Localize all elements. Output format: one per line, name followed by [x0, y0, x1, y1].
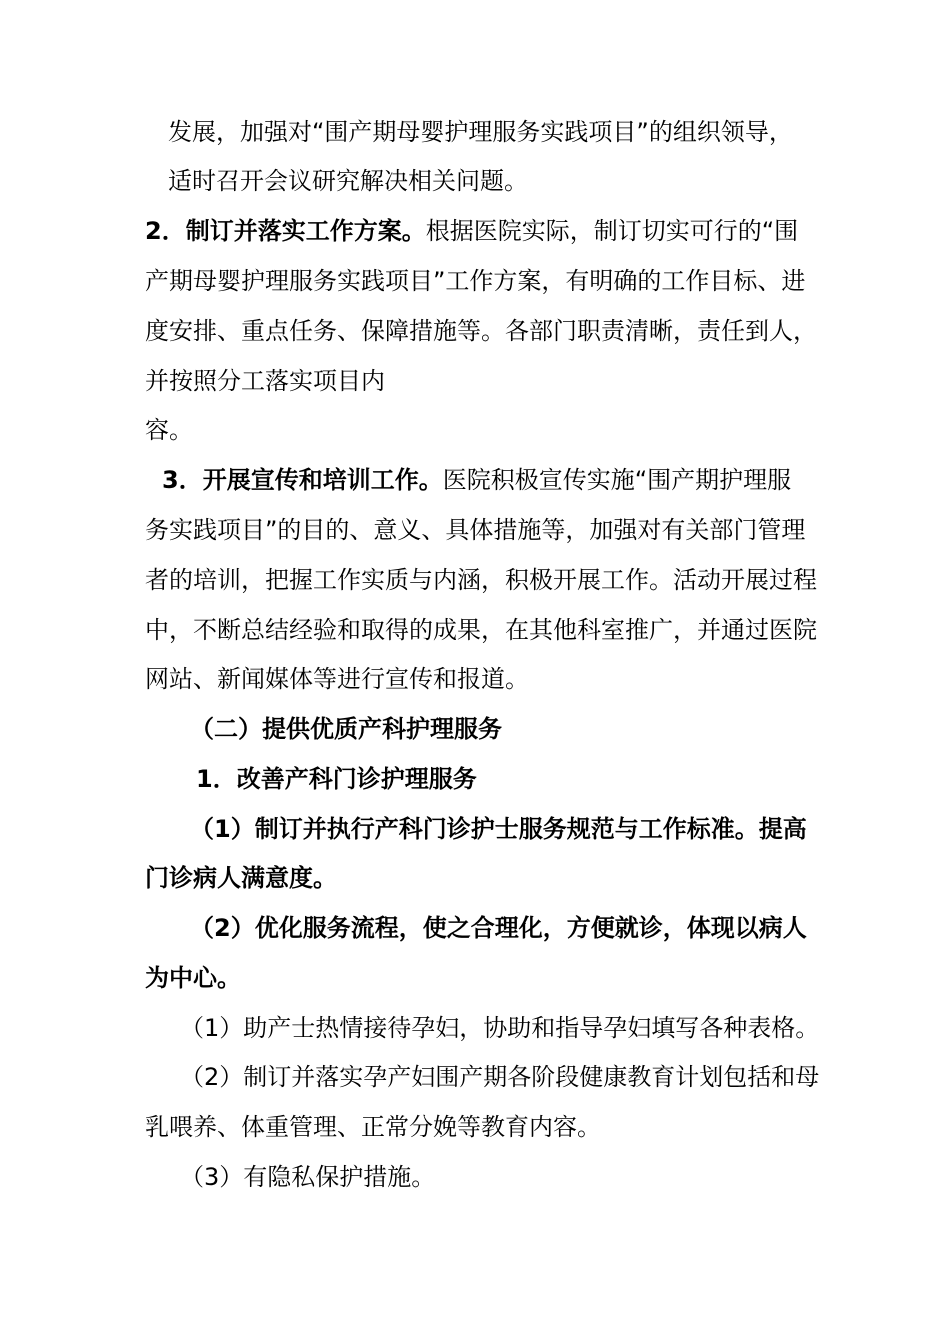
paragraph-line: 产期母婴护理服务实践项目”工作方案，有明确的工作目标、进 — [145, 267, 806, 295]
item-3-heading: 3．开展宣传和培训工作。 — [162, 466, 443, 494]
point-2-line: 为中心。 — [145, 964, 241, 992]
paragraph-line: 并按照分工落实项目内 — [145, 367, 385, 395]
sub-point-line: （3）有隐私保护措施。 — [180, 1163, 436, 1191]
point-1-line: 门诊病人满意度。 — [145, 864, 337, 892]
sub-point-line: 乳喂养、体重管理、正常分娩等教育内容。 — [145, 1113, 601, 1141]
subsection-heading: 1．改善产科门诊护理服务 — [196, 765, 477, 793]
paragraph-line: 者的培训，把握工作实质与内涵，积极开展工作。活动开展过程 — [145, 566, 817, 594]
item-3-text: 医院积极宣传实施“围产期护理服 — [442, 466, 792, 494]
sub-point-line: （2）制订并落实孕产妇围产期各阶段健康教育计划包括和母 — [180, 1063, 820, 1091]
point-1-line: （1）制订并执行产科门诊护士服务规范与工作标准。提高 — [190, 815, 807, 843]
item-3-line — [162, 464, 791, 496]
paragraph-line: 网站、新闻媒体等进行宣传和报道。 — [145, 665, 529, 693]
item-2-line — [145, 215, 798, 247]
paragraph-line: 容。 — [145, 416, 193, 444]
sub-point-line: （1）助产士热情接待孕妇，协助和指导孕妇填写各种表格。 — [180, 1014, 820, 1042]
paragraph-line: 度安排、重点任务、保障措施等。各部门职责清晰，责任到人， — [145, 317, 817, 345]
section-heading: （二）提供优质产科护理服务 — [190, 715, 502, 743]
item-2-text: 根据医院实际，制订切实可行的“围 — [425, 217, 799, 245]
item-2-heading: 2．制订并落实工作方案。 — [145, 217, 426, 245]
paragraph-line: 务实践项目”的目的、意义、具体措施等，加强对有关部门管理 — [145, 516, 806, 544]
paragraph-line: 中，不断总结经验和取得的成果，在其他科室推广，并通过医院 — [145, 616, 817, 644]
point-2-line: （2）优化服务流程，使之合理化，方便就诊，体现以病人 — [190, 914, 807, 942]
paragraph-line: 适时召开会议研究解决相关问题。 — [168, 167, 528, 195]
paragraph-line: 发展，加强对“围产期母婴护理服务实践项目”的组织领导， — [168, 118, 793, 146]
